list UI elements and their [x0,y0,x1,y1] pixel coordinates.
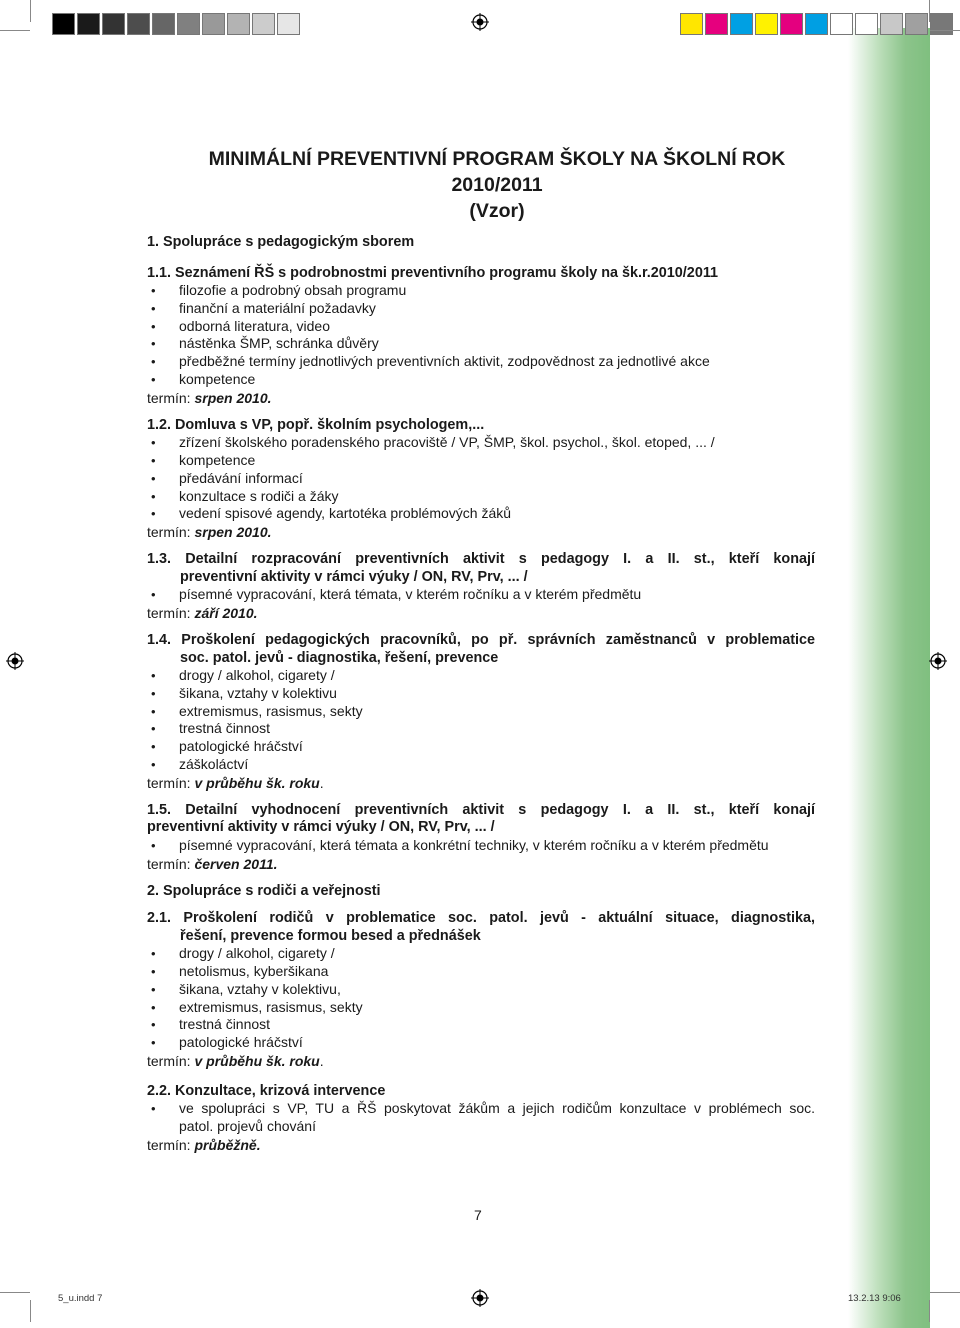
color-swatch [252,13,275,35]
term-label: termín: [147,605,191,622]
term-value: v průběhu šk. roku [194,774,320,791]
crop-mark [0,1292,30,1293]
term-line: termín: v průběhu šk. roku. [147,1052,324,1069]
term-label: termín: [147,774,191,791]
list-item: • extremismus, rasismus, sekty [147,999,815,1017]
registration-mark-icon [929,652,947,670]
term-line [147,1136,815,1154]
color-swatch [127,13,150,35]
crop-mark [930,1292,960,1293]
term-value: průběžně. [194,1137,261,1154]
color-swatch [277,13,300,35]
list-item: • ve spolupráci s VP, TU a ŘŠ poskytovat žákům a jejich rodičům konzultace v problémech soc. [147,1100,815,1118]
color-swatch [730,13,753,35]
subsection-heading-cont: preventivní aktivity v rámci výuky / ON, RV, Prv, ... / [180,568,528,585]
document-body [147,146,815,1154]
crop-mark [30,1300,31,1322]
list-item: • zřízení školského poradenského pracoviště / VP, ŠMP, škol. psychol., škol. etoped, ... / [147,434,815,452]
list-item: • finanční a materiální požadavky [147,300,815,318]
subsection-heading: 1.5. Detailní vyhodnocení preventivních aktivit s pedagogy I. a II. st., kteří konají [147,801,815,818]
crop-mark [930,30,960,31]
bullet-list [147,434,815,523]
color-swatch [52,13,75,35]
list-item: • patologické hráčství [147,1034,815,1052]
subsection-heading-cont: preventivní aktivity v rámci výuky / ON, RV, Prv, ... / [147,819,495,836]
list-item: • netolismus, kyberšikana [147,963,815,981]
bullet-list [147,586,815,604]
page-edge-gradient [848,28,930,1328]
term-line [147,523,815,541]
color-swatch [880,13,903,35]
color-swatch [77,13,100,35]
title-subtitle: (Vzor) [469,200,525,222]
color-swatch [905,13,928,35]
print-slug-file: 5_u.indd 7 [58,1293,103,1304]
bullet-list [147,667,815,774]
list-item: • odborná literatura, video [147,318,815,336]
bullet-list [147,945,815,1052]
subsection-heading: 1.2. Domluva s VP, popř. školním psychologem,... [147,416,485,433]
subsection-heading: 2.2. Konzultace, krizová intervence [147,1082,386,1099]
subsection-heading-cont: soc. patol. jevů - diagnostika, řešení, prevence [180,649,499,666]
color-swatch [805,13,828,35]
color-swatch [202,13,225,35]
list-item: • extremismus, rasismus, sekty [147,703,815,721]
list-item: • záškoláctví [147,756,815,774]
list-item: • kompetence [147,371,815,389]
section-heading: 1. Spolupráce s pedagogickým sborem [147,234,415,250]
term-label: termín: [147,389,191,406]
cmyk-color-bar [680,13,955,33]
subsection-heading: 2.1. Proškolení rodičů v problematice soc. patol. jevů - aktuální situace, diagnostika, [147,910,815,927]
list-item: • patologické hráčství [147,738,815,756]
list-item: • kompetence [147,452,815,470]
registration-mark-icon [471,1289,489,1307]
list-item-cont: patol. projevů chování [179,1118,316,1135]
list-item: • trestná činnost [147,1016,815,1034]
list-item: • drogy / alkohol, cigarety / [147,667,815,685]
color-swatch [930,13,953,35]
list-item: • trestná činnost [147,720,815,738]
term-line [147,855,815,873]
term-label: termín: [147,1052,191,1069]
list-item: • šikana, vztahy v kolektivu, [147,981,815,999]
crop-mark [0,30,30,31]
list-item: • vedení spisové agendy, kartotéka problémových žáků [147,505,815,523]
color-swatch [102,13,125,35]
list-item: • písemné vypracování, která témata a konkrétní techniky, v kterém ročníku a v kterém předmětu [147,837,815,855]
subsection-heading: 1.3. Detailní rozpracování preventivních aktivit s pedagogy I. a II. st., kteří konají [147,551,815,568]
list-item: • písemné vypracování, která témata, v kterém ročníku a v kterém předmětu [147,586,815,604]
document-title [179,146,815,224]
color-swatch [780,13,803,35]
term-label: termín: [147,1137,191,1154]
list-item: • předběžné termíny jednotlivých preventivních aktivit, zodpovědnost za jednotlivé akce [147,353,815,371]
section-heading: 2. Spolupráce s rodiči a veřejnosti [147,882,381,899]
color-swatch [755,13,778,35]
list-item: • konzultace s rodiči a žáky [147,488,815,506]
subsection-heading: 1.4. Proškolení pedagogických pracovníků, po př. správních zaměstnanců v problematice [147,632,815,649]
color-swatch [830,13,853,35]
color-swatch [705,13,728,35]
title-text: MINIMÁLNÍ PREVENTIVNÍ PROGRAM ŠKOLY NA ŠKOLNÍ ROK 2010/2011 [208,148,786,196]
term-label: termín: [147,855,191,872]
term-value: červen 2011. [194,855,278,872]
term-value: srpen 2010. [194,389,272,406]
list-item: • drogy / alkohol, cigarety / [147,945,815,963]
crop-mark [929,1300,930,1322]
subsection-heading: 1.1. Seznámení ŘŠ s podrobnostmi preventivního programu školy na šk.r.2010/2011 [147,264,719,281]
term-value: září 2010. [194,605,258,622]
color-swatch [177,13,200,35]
list-item: • předávání informací [147,470,815,488]
term-value: v průběhu šk. roku [194,1052,320,1069]
list-item: • filozofie a podrobný obsah programu [147,282,815,300]
bullet-list [147,837,815,855]
page-number: 7 [474,1207,482,1223]
crop-mark [30,0,31,22]
subsection-heading-cont: řešení, prevence formou besed a přednášek [180,927,481,944]
term-line: termín: v průběhu šk. roku. [147,774,324,791]
color-swatch [855,13,878,35]
registration-mark-icon [6,652,24,670]
crop-mark [929,0,930,22]
print-slug-date: 13.2.13 9:06 [848,1293,901,1304]
grayscale-color-bar [52,13,302,33]
term-line [147,604,815,622]
color-swatch [680,13,703,35]
color-swatch [152,13,175,35]
registration-mark-icon [471,13,489,31]
term-label: termín: [147,524,191,541]
term-value: srpen 2010. [194,524,272,541]
list-item: • nástěnka ŠMP, schránka důvěry [147,335,815,353]
term-line [147,389,815,407]
list-item: • šikana, vztahy v kolektivu [147,685,815,703]
bullet-list [147,282,815,389]
color-swatch [227,13,250,35]
